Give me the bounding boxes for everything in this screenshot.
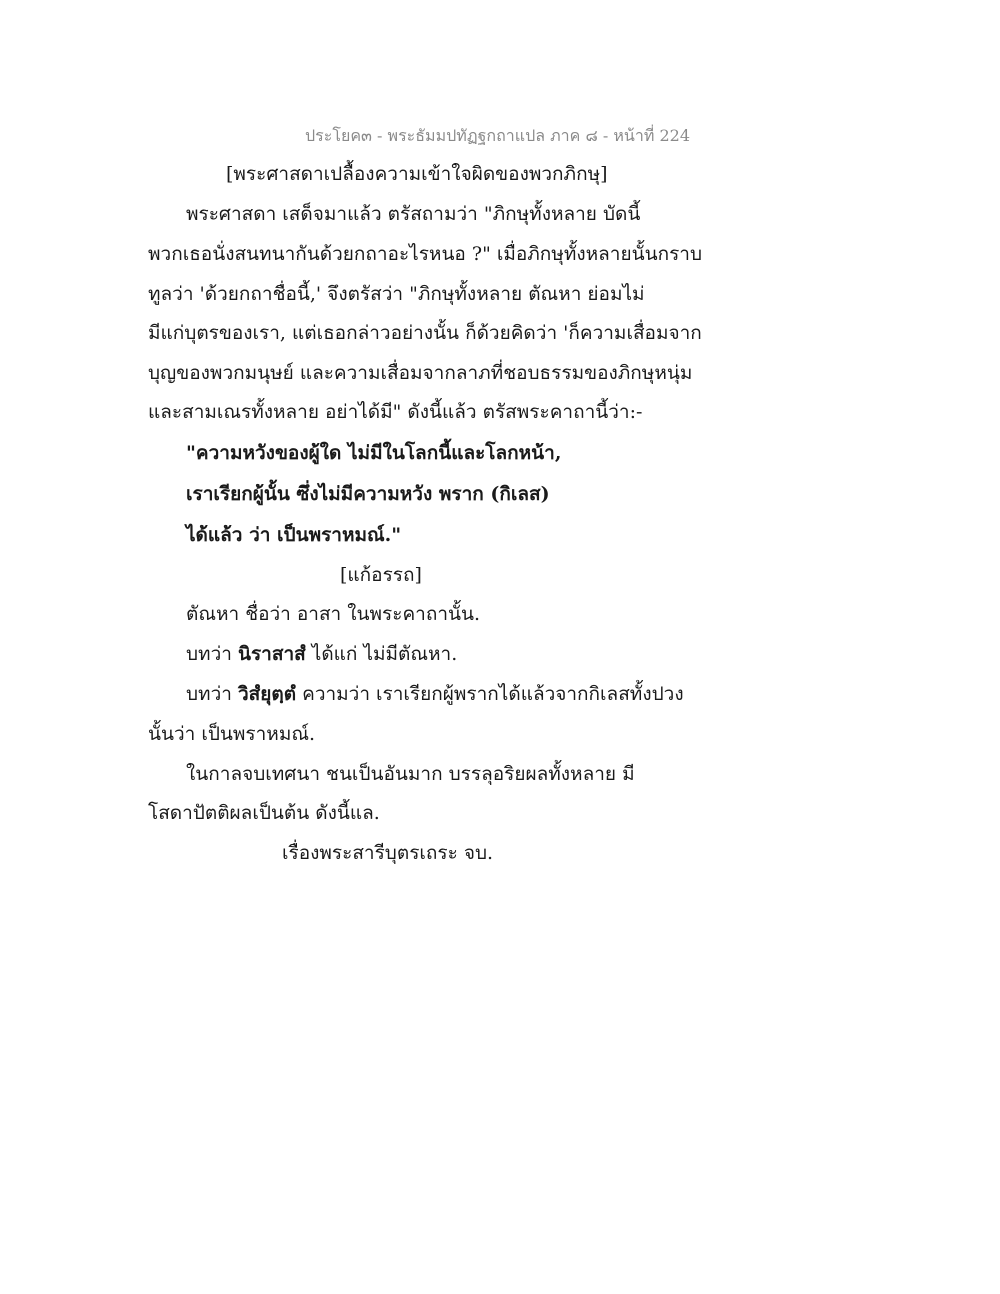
text-line: และสามเณรทั้งหลาย อย่าได้มี" ดังนี้แล้ว ตรัสพระคาถานี้ว่า:- — [148, 401, 643, 423]
gloss-prefix: บทว่า — [186, 683, 232, 705]
gloss-text: ได้แก่ ไม่มีตัณหา. — [311, 643, 458, 665]
gloss-line: นั้นว่า เป็นพราหมณ์. — [148, 723, 316, 745]
verse-line: ได้แล้ว ว่า เป็นพราหมณ์." — [186, 524, 402, 546]
pali-term: วิสํยุตฺตํ — [237, 683, 297, 705]
text-line: มีแก่บุตรของเรา, แต่เธอกล่าวอย่างนั้น ก็ด้วยคิดว่า 'ก็ความเสื่อมจาก — [148, 322, 702, 344]
text-line: พวกเธอนั่งสนทนากันด้วยกถาอะไรหนอ ?" เมื่อภิกษุทั้งหลายนั้นกราบ — [148, 243, 703, 265]
text-line: โสดาปัตติผลเป็นต้น ดังนี้แล. — [148, 802, 380, 824]
pali-term: นิราสาสํ — [237, 643, 306, 665]
text-line: พระศาสดา เสด็จมาแล้ว ตรัสถามว่า "ภิกษุทั้งหลาย บัดนี้ — [186, 203, 641, 225]
commentary-heading: [แก้อรรถ] — [340, 564, 422, 586]
story-ending: เรื่องพระสารีบุตรเถระ จบ. — [282, 842, 494, 864]
verse-line: "ความหวังของผู้ใด ไม่มีในโลกนี้และโลกหน้า, — [186, 442, 562, 464]
text-line: ทูลว่า 'ด้วยกถาชื่อนี้,' จึงตรัสว่า "ภิกษุทั้งหลาย ตัณหา ย่อมไม่ — [148, 283, 645, 305]
text-line: ในกาลจบเทศนา ชนเป็นอันมาก บรรลุอริยผลทั้งหลาย มี — [186, 763, 635, 785]
section-heading: [พระศาสดาเปลื้องความเข้าใจผิดของพวกภิกษุ] — [226, 163, 608, 185]
verse-line: เราเรียกผู้นั้น ซึ่งไม่มีความหวัง พราก (กิเลส) — [186, 483, 550, 505]
text-line: บุญของพวกมนุษย์ และความเสื่อมจากลาภที่ชอบธรรมของภิกษุหนุ่ม — [148, 362, 693, 384]
gloss-text: ความว่า เราเรียกผู้พรากได้แล้วจากกิเลสทั้งปวง — [302, 683, 684, 705]
gloss-line — [186, 682, 684, 706]
page-header: ประโยค๓ - พระธัมมปทัฏฐกถาแปล ภาค ๘ - หน้าที่ 224 — [305, 126, 690, 145]
gloss-line: ตัณหา ชื่อว่า อาสา ในพระคาถานั้น. — [186, 603, 481, 625]
gloss-prefix: บทว่า — [186, 643, 232, 665]
gloss-line — [186, 642, 457, 666]
